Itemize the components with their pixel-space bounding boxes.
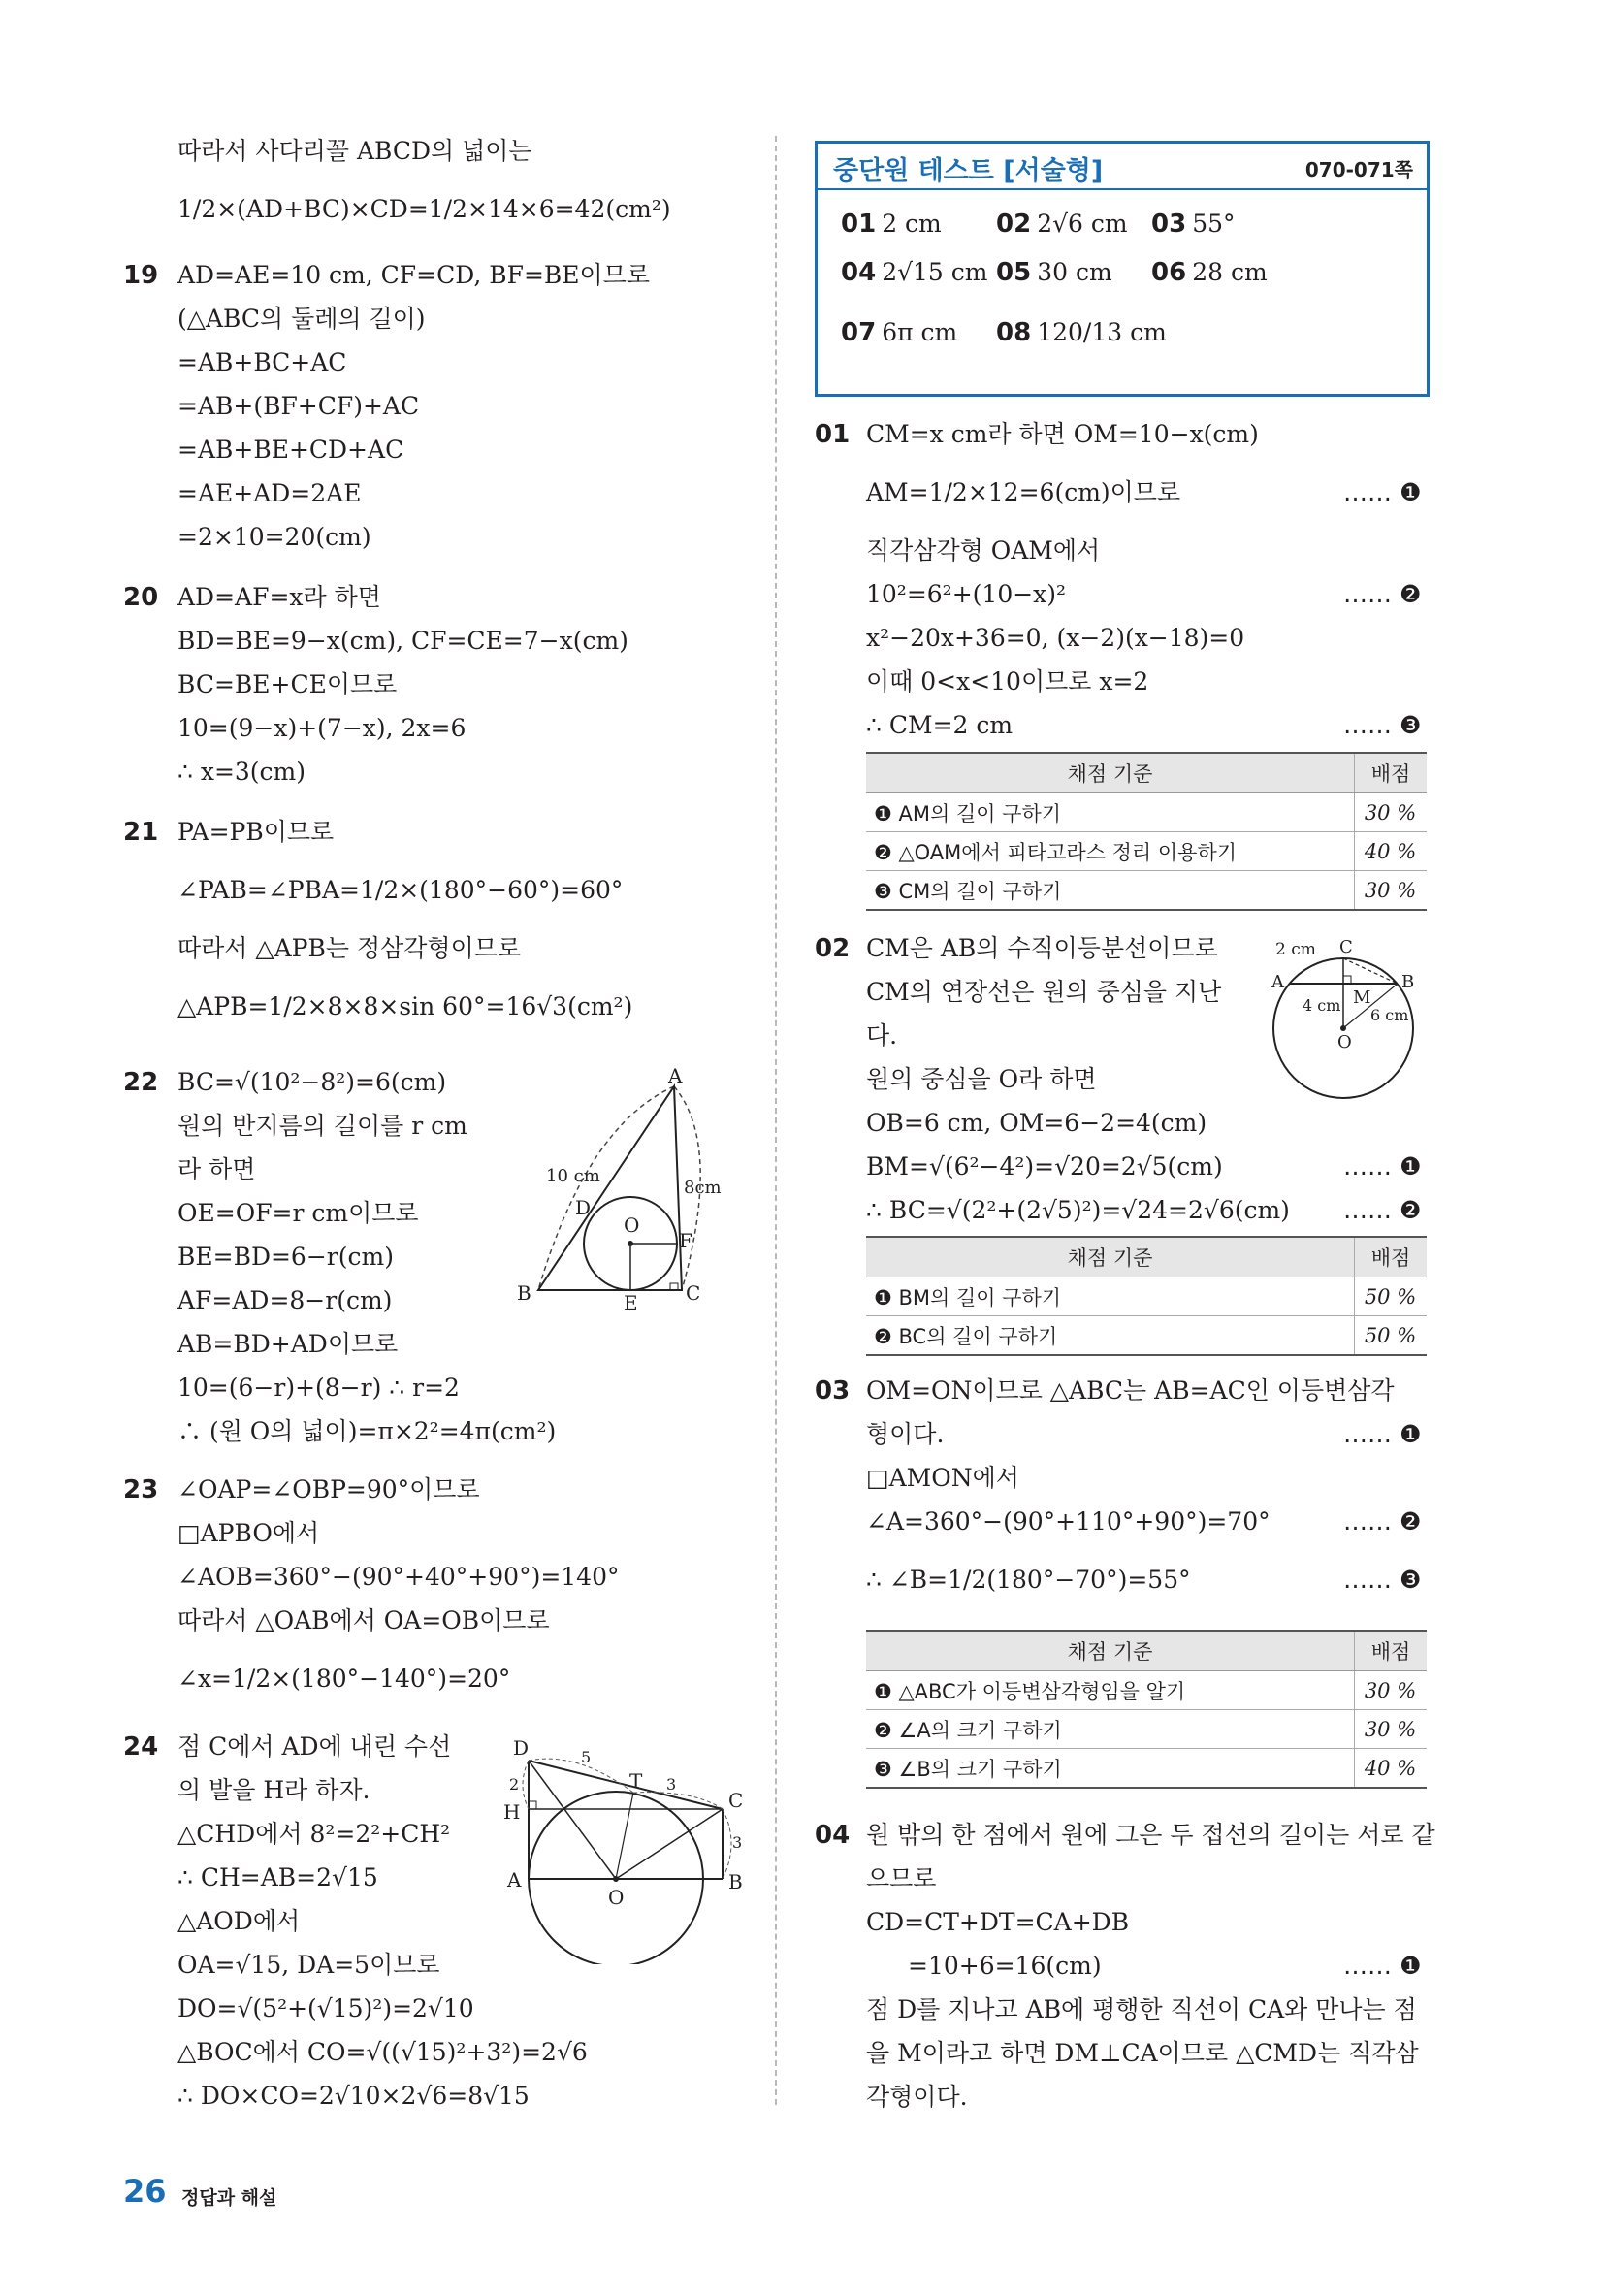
text-line: 직각삼각형 OAM에서 xyxy=(866,536,1101,565)
text-line: OM=ON이므로 △ABC는 AB=AC인 이등변삼각 xyxy=(866,1376,1395,1405)
answer-item: 07 6π cm xyxy=(841,318,958,347)
text-line: =AB+BC+AC xyxy=(177,348,347,376)
fig-label: E xyxy=(624,1291,638,1310)
table-header: 채점 기준 xyxy=(866,1237,1355,1277)
answer-item: 02 2√6 cm xyxy=(996,210,1128,239)
step-mark: …… ❶ xyxy=(1343,1420,1422,1448)
text-line: ∠PAB=∠PBA=1/2×(180°−60°)=60° xyxy=(177,876,624,904)
text-line: 10²=6²+(10−x)² xyxy=(866,580,1067,608)
text-line: BD=BE=9−x(cm), CF=CE=7−x(cm) xyxy=(177,627,628,655)
text-line: 원 밖의 한 점에서 원에 그은 두 접선의 길이는 서로 같 xyxy=(866,1821,1435,1849)
column-divider xyxy=(775,136,777,2105)
table-header: 배점 xyxy=(1355,753,1428,793)
text-line: CD=CT+DT=CA+DB xyxy=(866,1908,1130,1936)
text-line: =AB+BE+CD+AC xyxy=(177,436,404,464)
text-line: □APBO에서 xyxy=(177,1519,320,1547)
text-line: ∠x=1/2×(180°−140°)=20° xyxy=(177,1665,511,1693)
text-line: ∴ DO×CO=2√10×2√6=8√15 xyxy=(177,2082,530,2110)
fig-label: O xyxy=(624,1213,640,1237)
table-header: 채점 기준 xyxy=(866,753,1355,793)
text-line: 따라서 사다리꼴 ABCD의 넓이는 xyxy=(177,137,532,165)
text-line: PA=PB이므로 xyxy=(177,818,335,846)
text-line: =AB+(BF+CF)+AC xyxy=(177,392,420,420)
text-line: DO=√(5²+(√15)²)=2√10 xyxy=(177,1994,474,2022)
problem-number: 21 xyxy=(123,818,159,847)
problem-number: 22 xyxy=(123,1068,159,1097)
text-line: 원의 반지름의 길이를 r cm xyxy=(177,1112,467,1140)
text-line: 따라서 △OAB에서 OA=OB이므로 xyxy=(177,1606,550,1634)
answer-item: 01 2 cm xyxy=(841,210,942,239)
answer-item: 04 2√15 cm xyxy=(841,258,988,287)
text-line: ∴ ∠B=1/2(180°−70°)=55° xyxy=(866,1566,1191,1594)
text-line: ∴ x=3(cm) xyxy=(177,758,306,786)
fig-label: C xyxy=(1339,937,1353,957)
fig-label: B xyxy=(1401,972,1415,992)
problem-number: 04 xyxy=(815,1821,851,1850)
text-line: CM은 AB의 수직이등분선이므로 xyxy=(866,934,1218,962)
table-header: 배점 xyxy=(1355,1237,1428,1277)
fig-label: A xyxy=(1271,972,1284,992)
text-line: AD=AE=10 cm, CF=CD, BF=BE이므로 xyxy=(177,261,650,289)
text-line: AF=AD=8−r(cm) xyxy=(177,1286,393,1314)
text-line: =AE+AD=2AE xyxy=(177,479,362,507)
incircle-figure xyxy=(509,1067,742,1310)
text-line: BE=BD=6−r(cm) xyxy=(177,1243,394,1271)
text-line: 점 D를 지나고 AB에 평행한 직선이 CA와 만나는 점 xyxy=(866,1995,1417,2023)
table-row: ❶ △ABC가 이등변삼각형임을 알기 30 % xyxy=(866,1671,1427,1710)
text-line: 을 M이라고 하면 DM⊥CA이므로 △CMD는 직각삼 xyxy=(866,2039,1419,2067)
fig-label: 3 xyxy=(666,1775,677,1794)
text-line: 으므로 xyxy=(866,1864,937,1892)
fig-label: 8cm xyxy=(684,1178,722,1198)
answer-box-header xyxy=(818,144,1427,190)
fig-label: 10 cm xyxy=(546,1166,600,1186)
step-mark: …… ❶ xyxy=(1343,1152,1422,1180)
fig-label: 6 cm xyxy=(1370,1006,1409,1024)
step-mark: …… ❶ xyxy=(1343,1952,1422,1980)
text-line: CM의 연장선은 원의 중심을 지난 xyxy=(866,978,1222,1006)
text-line: 이때 0<x<10이므로 x=2 xyxy=(866,667,1149,695)
text-line: △CHD에서 8²=2²+CH² xyxy=(177,1820,451,1848)
fig-label: A xyxy=(668,1067,683,1087)
text-line: △BOC에서 CO=√((√15)²+3²)=2√6 xyxy=(177,2038,588,2066)
text-line: OE=OF=r cm이므로 xyxy=(177,1199,419,1227)
text-line: ∴ CH=AB=2√15 xyxy=(177,1863,378,1892)
problem-number: 19 xyxy=(123,261,159,290)
fig-label: D xyxy=(513,1736,530,1760)
text-line: ∠AOB=360°−(90°+40°+90°)=140° xyxy=(177,1563,620,1591)
text-line: BC=√(10²−8²)=6(cm) xyxy=(177,1068,447,1096)
tangent-circle-figure xyxy=(499,1731,752,1964)
text-line: 의 발을 H라 하자. xyxy=(177,1776,370,1804)
text-line: 1/2×(AD+BC)×CD=1/2×14×6=42(cm²) xyxy=(177,195,671,223)
step-mark: …… ❶ xyxy=(1343,478,1422,506)
text-line: △AOD에서 xyxy=(177,1907,301,1935)
fig-label: 2 cm xyxy=(1275,940,1316,959)
answer-item: 08 120/13 cm xyxy=(996,318,1167,347)
text-line: 다. xyxy=(866,1021,898,1050)
fig-label: O xyxy=(1337,1032,1352,1052)
answer-item: 06 28 cm xyxy=(1151,258,1268,287)
text-line: BC=BE+CE이므로 xyxy=(177,670,398,698)
fig-label: 3 xyxy=(732,1833,743,1852)
scoring-table xyxy=(866,1236,1427,1356)
table-row: ❷ BC의 길이 구하기 50 % xyxy=(866,1316,1427,1356)
text-line: 10=(6−r)+(8−r) ∴ r=2 xyxy=(177,1374,460,1402)
text-line: OB=6 cm, OM=6−2=4(cm) xyxy=(866,1109,1207,1137)
fig-label: T xyxy=(629,1769,643,1793)
text-line: CM=x cm라 하면 OM=10−x(cm) xyxy=(866,420,1259,448)
answer-summary-box xyxy=(815,141,1430,397)
problem-number: 01 xyxy=(815,420,851,449)
text-line: 10=(9−x)+(7−x), 2x=6 xyxy=(177,714,467,742)
answer-box-title: 중단원 테스트 [서술형] xyxy=(833,156,1104,186)
fig-label: 5 xyxy=(581,1748,592,1766)
text-line: BM=√(6²−4²)=√20=2√5(cm) xyxy=(866,1152,1223,1180)
fig-label: M xyxy=(1353,987,1371,1008)
fig-label: F xyxy=(679,1229,692,1252)
problem-number: 20 xyxy=(123,583,159,612)
text-line: △APB=1/2×8×8×sin 60°=16√3(cm²) xyxy=(177,992,633,1020)
text-line: AD=AF=x라 하면 xyxy=(177,583,381,611)
problem-number: 23 xyxy=(123,1475,159,1504)
text-line: ∠A=360°−(90°+110°+90°)=70° xyxy=(866,1507,1271,1536)
problem-number: 03 xyxy=(815,1376,851,1406)
scoring-table xyxy=(866,1630,1427,1789)
text-line: 따라서 △APB는 정삼각형이므로 xyxy=(177,934,522,962)
fig-label: O xyxy=(608,1886,625,1909)
answer-box-pages: 070-071쪽 xyxy=(1304,158,1413,181)
text-line: (△ABC의 둘레의 길이) xyxy=(177,305,426,333)
text-line: □AMON에서 xyxy=(866,1464,1019,1492)
table-row: ❷ ∠A의 크기 구하기 30 % xyxy=(866,1710,1427,1749)
problem-number: 24 xyxy=(123,1732,159,1762)
text-line: =2×10=20(cm) xyxy=(177,523,371,551)
table-row: ❷ △OAM에서 피타고라스 정리 이용하기 40 % xyxy=(866,832,1427,871)
step-mark: …… ❸ xyxy=(1343,1566,1422,1594)
table-row: ❸ CM의 길이 구하기 30 % xyxy=(866,871,1427,911)
step-mark: …… ❷ xyxy=(1343,1196,1422,1224)
text-line: AB=BD+AD이므로 xyxy=(177,1330,399,1358)
text-line: ∠OAP=∠OBP=90°이므로 xyxy=(177,1475,480,1504)
fig-label: C xyxy=(728,1789,744,1812)
text-line: ∴ CM=2 cm xyxy=(866,711,1014,739)
fig-label: B xyxy=(728,1870,743,1893)
page-number: 26 xyxy=(123,2173,167,2210)
text-line: OA=√15, DA=5이므로 xyxy=(177,1951,440,1979)
text-line: 라 하면 xyxy=(177,1155,256,1183)
step-mark: …… ❷ xyxy=(1343,580,1422,608)
text-line: 점 C에서 AD에 내린 수선 xyxy=(177,1732,452,1761)
fig-label: A xyxy=(507,1868,522,1892)
step-mark: …… ❸ xyxy=(1343,711,1422,739)
scoring-table xyxy=(866,752,1427,911)
table-header: 채점 기준 xyxy=(866,1631,1355,1671)
fig-label: H xyxy=(503,1800,521,1824)
fig-label: 4 cm xyxy=(1303,996,1341,1015)
text-line: x²−20x+36=0, (x−2)(x−18)=0 xyxy=(866,624,1245,652)
answer-item: 05 30 cm xyxy=(996,258,1112,287)
text-line: =10+6=16(cm) xyxy=(908,1952,1102,1980)
fig-label: C xyxy=(686,1281,701,1305)
table-row: ❶ AM의 길이 구하기 30 % xyxy=(866,793,1427,832)
text-line: 원의 중심을 O라 하면 xyxy=(866,1065,1097,1093)
fig-label: B xyxy=(517,1281,531,1305)
table-row: ❸ ∠B의 크기 구하기 40 % xyxy=(866,1749,1427,1789)
answer-item: 03 55° xyxy=(1151,210,1236,239)
footer-label: 정답과 해설 xyxy=(181,2187,277,2209)
perpendicular-bisector-figure xyxy=(1266,931,1426,1106)
table-row: ❶ BM의 길이 구하기 50 % xyxy=(866,1277,1427,1316)
fig-label: D xyxy=(575,1196,592,1219)
text-line: ∴ BC=√(2²+(2√5)²)=√24=2√6(cm) xyxy=(866,1196,1290,1224)
table-header: 배점 xyxy=(1355,1631,1428,1671)
text-line: ∴ (원 O의 넓이)=π×2²=4π(cm²) xyxy=(177,1417,557,1445)
problem-number: 02 xyxy=(815,934,851,963)
text-line: 형이다. xyxy=(866,1420,945,1448)
text-line: AM=1/2×12=6(cm)이므로 xyxy=(866,478,1181,506)
step-mark: …… ❷ xyxy=(1343,1507,1422,1536)
text-line: 각형이다. xyxy=(866,2083,968,2111)
fig-label: 2 xyxy=(509,1775,520,1794)
